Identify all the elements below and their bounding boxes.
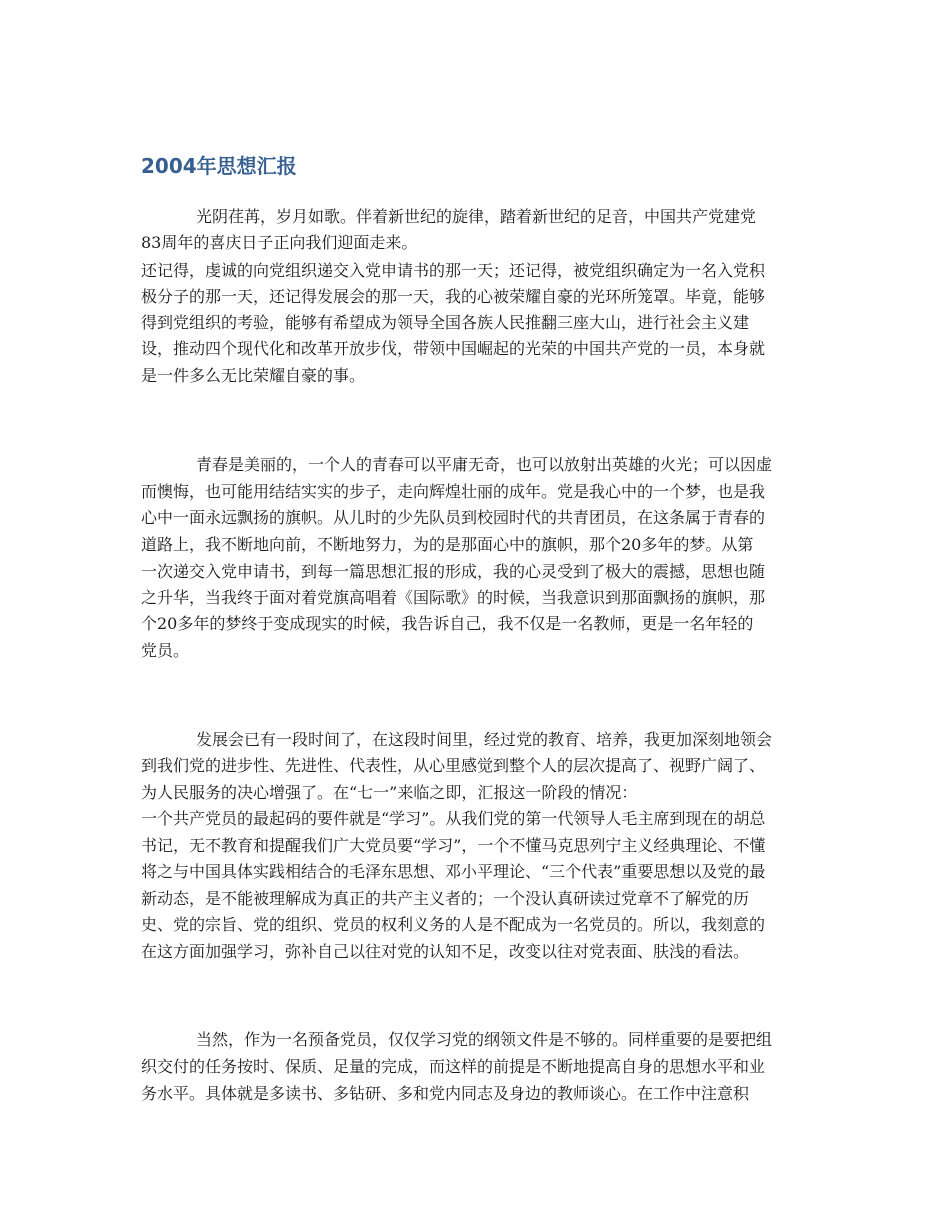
text-line: 书记，无不教育和提醒我们广大党员要“学习”，一个不懂马克思列宁主义经典理论、不懂 [141, 836, 766, 855]
text-line: 一次递交入党申请书，到每一篇思想汇报的形成，我的心灵受到了极大的震撼，思想也随 [141, 562, 766, 581]
text-line: 新动态，是不能被理解成为真正的共产主义者的；一个没认真研读过党章不了解党的历 [141, 889, 750, 908]
text-line: 党员。 [141, 641, 190, 660]
text-line: 为人民服务的决心增强了。在“七一”来临之即，汇报这一阶段的情况： [141, 783, 638, 802]
text-line: 心中一面永远飘扬的旗帜。从儿时的少先队员到校园时代的共青团员，在这条属于青春的 [141, 508, 766, 527]
page-title: 2004年思想汇报 [141, 154, 297, 178]
text-line: 是一件多么无比荣耀自豪的事。 [141, 366, 366, 385]
text-line: 当然，作为一名预备党员，仅仅学习党的纲领文件是不够的。同样重要的是要把组 [196, 1030, 773, 1049]
text-line: 个20多年的梦终于变成现实的时候，我告诉自己，我不仅是一名教师，更是一名年轻的 [141, 614, 754, 633]
text-line: 而懊悔，也可能用结结实实的步子，走向辉煌壮丽的成年。党是我心中的一个梦，也是我 [141, 482, 766, 501]
text-line: 道路上，我不断地向前，不断地努力，为的是那面心中的旗帜，那个20多年的梦。从第 [141, 535, 754, 554]
text-line: 83周年的喜庆日子正向我们迎面走来。 [141, 233, 418, 252]
text-line: 得到党组织的考验，能够有希望成为领导全国各族人民推翻三座大山，进行社会主义建 [141, 313, 750, 332]
text-line: 到我们党的进步性、先进性、代表性，从心里感觉到整个人的层次提高了、视野广阔了、 [141, 756, 766, 775]
text-line: 在这方面加强学习，弥补自己以往对党的认知不足，改变以往对党表面、肤浅的看法。 [141, 942, 750, 961]
text-line: 青春是美丽的，一个人的青春可以平庸无奇，也可以放射出英雄的火光；可以因虚 [196, 455, 773, 474]
text-line: 务水平。具体就是多读书、多钻研、多和党内同志及身边的教师谈心。在工作中注意积 [141, 1084, 750, 1103]
text-line: 一个共产党员的最起码的要件就是“学习”。从我们党的第一代领导人毛主席到现在的胡总 [141, 809, 766, 828]
text-line: 还记得，虔诚的向党组织递交入党申请书的那一天；还记得，被党组织确定为一名入党积 [141, 261, 766, 280]
text-line: 织交付的任务按时、保质、足量的完成，而这样的前提是不断地提高自身的思想水平和业 [141, 1057, 766, 1076]
text-line: 将之与中国具体实践相结合的毛泽东思想、邓小平理论、“三个代表”重要思想以及党的最 [141, 862, 766, 881]
text-line: 发展会已有一段时间了，在这段时间里，经过党的教育、培养，我更加深刻地领会 [196, 730, 773, 749]
text-line: 光阴荏苒，岁月如歌。伴着新世纪的旋律，踏着新世纪的足音，中国共产党建党 [196, 207, 757, 226]
text-line: 史、党的宗旨、党的组织、党员的权利义务的人是不配成为一名党员的。所以，我刻意的 [141, 915, 766, 934]
text-line: 之升华，当我终于面对着党旗高唱着《国际歌》的时候，当我意识到那面飘扬的旗帜，那 [141, 588, 766, 607]
text-line: 设，推动四个现代化和改革开放步伐，带领中国崛起的光荣的中国共产党的一员，本身就 [141, 339, 766, 358]
text-line: 极分子的那一天，还记得发展会的那一天，我的心被荣耀自豪的光环所笼罩。毕竟，能够 [141, 287, 766, 306]
